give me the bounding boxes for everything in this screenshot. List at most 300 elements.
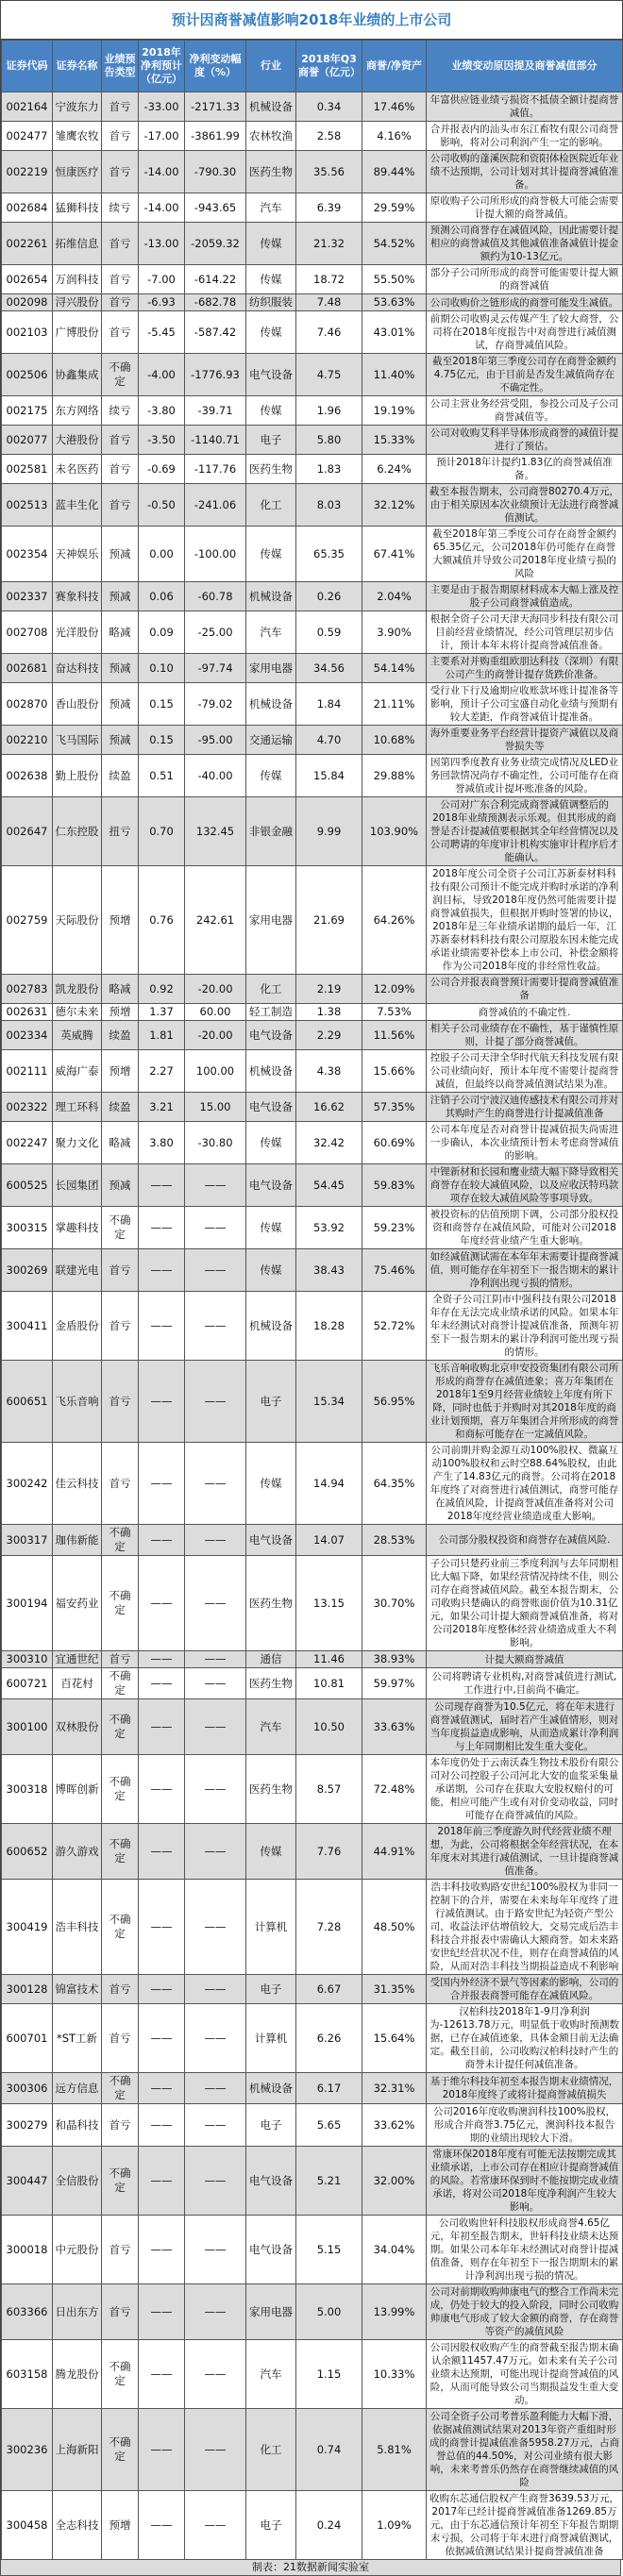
security-code-cell: 300315 xyxy=(2,1207,53,1249)
q3-goodwill-cell: 0.26 xyxy=(296,582,362,611)
goodwill-reason-cell: 2018年前三季度游久时代经营业绩不理想，为此，公司将根据全年经营状况，在本年度末对其进行减值测试，一旦计提商誉减值准备。 xyxy=(427,1824,623,1880)
security-name-cell: 远方信息 xyxy=(53,2073,102,2104)
q3-goodwill-cell: 7.76 xyxy=(296,1824,362,1880)
goodwill-to-equity-cell: 54.14% xyxy=(362,654,427,683)
security-name-cell: 浔兴股份 xyxy=(53,294,102,311)
goodwill-reason-cell: 公司本年度是否对商誉计提减值损失尚需进一步确认，本次业绩预计暂未考虑商誉减值的影响。 xyxy=(427,1122,623,1164)
profit-change-pct-cell: —— xyxy=(185,2491,246,2560)
profit-change-pct-cell: -2171.33 xyxy=(185,92,246,122)
goodwill-reason-cell: 截至本报告期末，公司商誉80270.4万元，由于相关原因本次业绩预计无法进行商誉减值测试。 xyxy=(427,484,623,527)
goodwill-reason-cell: 公司2016年度收购澳润科技100%股权，形成合并商誉3.75亿元，澳润科技本报告期的业绩出现较大下滑。 xyxy=(427,2104,623,2147)
goodwill-to-equity-cell: 7.53% xyxy=(362,1004,427,1021)
profit-change-pct-cell: —— xyxy=(185,1556,246,1651)
security-name-cell: 飞马国际 xyxy=(53,726,102,755)
security-name-cell: 上海新阳 xyxy=(53,2409,102,2491)
q3-goodwill-cell: 4.38 xyxy=(296,1050,362,1093)
net-profit-forecast-cell: —— xyxy=(139,2073,185,2104)
industry-cell: 机械设备 xyxy=(246,2073,296,2104)
q3-goodwill-cell: 15.34 xyxy=(296,1361,362,1443)
goodwill-reason-cell: 因第四季度教育业务业绩完成情况及LED业务回款情况尚存不确定性，公司可能存在商誉减值或计提坏账准备的风险。 xyxy=(427,755,623,797)
industry-cell: 电气设备 xyxy=(246,1164,296,1207)
goodwill-reason-cell: 全资子公司江阴市中强科技有限公司2018年存在无法完成业绩承诺的风险。如果本年年末经测试对商誉计提减值准备，预测年初至下一报告期末的累计净利润可能出现亏损的情形。 xyxy=(427,1292,623,1361)
goodwill-reason-cell: 公司部分股权投资和商誉存在减值风险. xyxy=(427,1525,623,1556)
forecast-type-cell: 不确定 xyxy=(102,2409,139,2491)
profit-change-pct-cell: —— xyxy=(185,2216,246,2284)
profit-change-pct-cell: —— xyxy=(185,1880,246,1975)
q3-goodwill-cell: 7.28 xyxy=(296,1880,362,1975)
header-line: 业绩变动原因提及商誉减值部分 xyxy=(451,59,598,72)
profit-change-pct-cell: -30.80 xyxy=(185,1122,246,1164)
goodwill-reason-cell: 年富供应链业绩亏损资不抵债全额计提商誉减值。 xyxy=(427,92,623,122)
goodwill-reason-cell: 公司对收购艾科半导体形成商誉的减值计提进行了预估。 xyxy=(427,426,623,455)
profit-change-pct-cell: —— xyxy=(185,2073,246,2104)
goodwill-reason-cell: 受国内外经济不景气等因素的影响，公司的合并报表商誉可能存在减值风险。 xyxy=(427,1975,623,2004)
header-q3-goodwill xyxy=(296,41,362,92)
q3-goodwill-cell: 1.84 xyxy=(296,683,362,726)
security-code-cell: 600652 xyxy=(2,1824,53,1880)
goodwill-to-equity-cell: 59.83% xyxy=(362,1164,427,1207)
net-profit-forecast-cell: 3.80 xyxy=(139,1122,185,1164)
q3-goodwill-cell: 5.00 xyxy=(296,2284,362,2340)
goodwill-to-equity-cell: 56.95% xyxy=(362,1361,427,1443)
forecast-type-cell: 预增 xyxy=(102,2491,139,2560)
q3-goodwill-cell: 5.15 xyxy=(296,2216,362,2284)
goodwill-to-equity-cell: 59.97% xyxy=(362,1668,427,1699)
table-body xyxy=(2,92,623,2560)
industry-cell: 电子 xyxy=(246,2104,296,2147)
table-row xyxy=(2,797,623,866)
profit-change-pct-cell: -614.22 xyxy=(185,265,246,294)
goodwill-reason-cell: 受行业下行及逾期应收账款坏账计提准备等影响，预计子公司宝盛自动化业绩与预期有较大差距，作商誉减值计提准备。 xyxy=(427,683,623,726)
goodwill-to-equity-cell: 64.26% xyxy=(362,866,427,975)
forecast-type-cell: 不确定 xyxy=(102,2147,139,2216)
table-row xyxy=(2,2409,623,2491)
security-name-cell: 博晖创新 xyxy=(53,1755,102,1824)
table-row xyxy=(2,1556,623,1651)
security-code-cell: 002638 xyxy=(2,755,53,797)
header-security-code xyxy=(2,41,53,92)
forecast-type-cell: 不确定 xyxy=(102,1207,139,1249)
net-profit-forecast-cell: —— xyxy=(139,1824,185,1880)
forecast-type-cell: 预增 xyxy=(102,866,139,975)
header-line: 商誉（亿元） xyxy=(298,66,361,78)
net-profit-forecast-cell: —— xyxy=(139,1361,185,1443)
security-name-cell: 理工环科 xyxy=(53,1093,102,1122)
forecast-type-cell: 首亏 xyxy=(102,1249,139,1292)
goodwill-to-equity-cell: 5.81% xyxy=(362,2409,427,2491)
goodwill-to-equity-cell: 32.00% xyxy=(362,2147,427,2216)
forecast-type-cell: 续亏 xyxy=(102,193,139,223)
table-row xyxy=(2,1361,623,1443)
profit-change-pct-cell: —— xyxy=(185,1249,246,1292)
net-profit-forecast-cell: —— xyxy=(139,2284,185,2340)
table-row xyxy=(2,1755,623,1824)
security-code-cell: 600651 xyxy=(2,1361,53,1443)
goodwill-reason-cell: 注销子公司宁波汉迪传感技术有限公司并对其购时产生的商誉进行计提减值准备 xyxy=(427,1093,623,1122)
security-name-cell: 福安药业 xyxy=(53,1556,102,1651)
goodwill-reason-cell: 根据全资子公司天津天海同步科技有限公司目前经营业绩情况，经公司管理层初步估计，预计本年末将计提商誉减值准备。 xyxy=(427,611,623,654)
profit-change-pct-cell: —— xyxy=(185,1651,246,1668)
security-code-cell: 002334 xyxy=(2,1021,53,1050)
security-code-cell: 002581 xyxy=(2,455,53,484)
goodwill-to-equity-cell: 34.04% xyxy=(362,2216,427,2284)
goodwill-to-equity-cell: 15.66% xyxy=(362,1050,427,1093)
forecast-type-cell: 首亏 xyxy=(102,151,139,193)
header-line: 证券代码 xyxy=(6,59,48,72)
goodwill-reason-cell: 公司前期并购金源互动100%股权、微赢互动100%股权和云时空88.64%股权，由此产生了14.83亿元的商誉。公司将在2018年度终了对商誉进行减值测试，商誉可能存在减值风险，计提商誉减值准备将对公司2018年度经营业绩造成重大影响。 xyxy=(427,1443,623,1525)
industry-cell: 电气设备 xyxy=(246,2216,296,2284)
forecast-type-cell: 不确定 xyxy=(102,354,139,396)
goodwill-reason-cell: 公司全资子公司考普乐盈利能力大幅下滑，依据减值测试结果对2013年资产重组时形成的商誉计提减值准备5958.27万元，占商誉总值的44.50%，对公司业绩有很大影响，未来考普乐仍然存在商誉继续减值的风险 xyxy=(427,2409,623,2491)
net-profit-forecast-cell: —— xyxy=(139,1249,185,1292)
security-code-cell: 002681 xyxy=(2,654,53,683)
goodwill-to-equity-cell: 38.93% xyxy=(362,1651,427,1668)
forecast-type-cell: 首亏 xyxy=(102,223,139,265)
industry-cell: 传媒 xyxy=(246,1122,296,1164)
profit-change-pct-cell: -241.06 xyxy=(185,484,246,527)
header-security-name xyxy=(53,41,102,92)
forecast-type-cell: 续盈 xyxy=(102,755,139,797)
security-name-cell: 百花村 xyxy=(53,1668,102,1699)
security-name-cell: 凯龙股份 xyxy=(53,975,102,1004)
q3-goodwill-cell: 8.57 xyxy=(296,1755,362,1824)
forecast-type-cell: 首亏 xyxy=(102,122,139,151)
industry-cell: 传媒 xyxy=(246,311,296,354)
goodwill-to-equity-cell: 89.44% xyxy=(362,151,427,193)
profit-change-pct-cell: —— xyxy=(185,1525,246,1556)
q3-goodwill-cell: 65.35 xyxy=(296,527,362,582)
goodwill-reason-cell: 预计2018年计提约1.83亿的商誉减值准备。 xyxy=(427,455,623,484)
q3-goodwill-cell: 1.38 xyxy=(296,1004,362,1021)
goodwill-reason-cell: 主要是由于报告期原材料成本大幅上涨及控股子公司商誉减值造成。 xyxy=(427,582,623,611)
table-row xyxy=(2,426,623,455)
net-profit-forecast-cell: 2.27 xyxy=(139,1050,185,1093)
security-code-cell: 002513 xyxy=(2,484,53,527)
goodwill-to-equity-cell: 32.31% xyxy=(362,2073,427,2104)
industry-cell: 医药生物 xyxy=(246,455,296,484)
header-line: 行业 xyxy=(261,59,281,72)
forecast-type-cell: 预减 xyxy=(102,683,139,726)
table-row xyxy=(2,1699,623,1755)
net-profit-forecast-cell: —— xyxy=(139,2409,185,2491)
table-row xyxy=(2,1443,623,1525)
goodwill-to-equity-cell: 60.69% xyxy=(362,1122,427,1164)
net-profit-forecast-cell: —— xyxy=(139,1556,185,1651)
forecast-type-cell: 首亏 xyxy=(102,2104,139,2147)
forecast-type-cell: 首亏 xyxy=(102,311,139,354)
security-code-cell: 300194 xyxy=(2,1556,53,1651)
industry-cell: 化工 xyxy=(246,2409,296,2491)
profit-change-pct-cell: —— xyxy=(185,1443,246,1525)
profit-change-pct-cell: —— xyxy=(185,1292,246,1361)
security-code-cell: 300318 xyxy=(2,1755,53,1824)
security-code-cell: 002103 xyxy=(2,311,53,354)
table-row xyxy=(2,396,623,426)
net-profit-forecast-cell: 0.51 xyxy=(139,755,185,797)
q3-goodwill-cell: 38.43 xyxy=(296,1249,362,1292)
profit-change-pct-cell: —— xyxy=(185,2147,246,2216)
security-name-cell: 勤上股份 xyxy=(53,755,102,797)
table-row xyxy=(2,1021,623,1050)
profit-change-pct-cell: 132.45 xyxy=(185,797,246,866)
industry-cell: 计算机 xyxy=(246,1880,296,1975)
security-name-cell: 仁东控股 xyxy=(53,797,102,866)
profit-change-pct-cell: -40.00 xyxy=(185,755,246,797)
goodwill-reason-cell: 公司对前期收购帅康电气的整合工作尚未完成，仍处于较大的投入阶段，同时公司收购帅康电气形成了较大金额的商誉，存在商誉等资产的减值风险 xyxy=(427,2284,623,2340)
goodwill-to-equity-cell: 13.99% xyxy=(362,2284,427,2340)
goodwill-reason-cell: 海外重要业务平台经营计提资产减值以及商誉损失等 xyxy=(427,726,623,755)
industry-cell: 传媒 xyxy=(246,755,296,797)
security-name-cell: 奋达科技 xyxy=(53,654,102,683)
security-code-cell: 603366 xyxy=(2,2284,53,2340)
profit-change-pct-cell: -79.02 xyxy=(185,683,246,726)
industry-cell: 汽车 xyxy=(246,193,296,223)
goodwill-reason-cell: 如经减值测试需在本年年末需要计提商誉减值，则可能存在年初至下一报告期末的累计净利润出现亏损的情形。 xyxy=(427,1249,623,1292)
security-name-cell: 金盾股份 xyxy=(53,1292,102,1361)
security-name-cell: 光洋股份 xyxy=(53,611,102,654)
header-goodwill-ratio xyxy=(362,41,427,92)
profit-change-pct-cell: —— xyxy=(185,2284,246,2340)
profit-change-pct-cell: -60.78 xyxy=(185,582,246,611)
net-profit-forecast-cell: 0.92 xyxy=(139,975,185,1004)
net-profit-forecast-cell: 0.76 xyxy=(139,866,185,975)
forecast-type-cell: 首亏 xyxy=(102,294,139,311)
security-name-cell: 赛象科技 xyxy=(53,582,102,611)
security-code-cell: 002631 xyxy=(2,1004,53,1021)
industry-cell: 传媒 xyxy=(246,527,296,582)
security-name-cell: 天际股份 xyxy=(53,866,102,975)
table-footer-credit: 制表：21数据新闻实验室 xyxy=(0,2560,621,2576)
profit-change-pct-cell: -20.00 xyxy=(185,1021,246,1050)
security-code-cell: 300236 xyxy=(2,2409,53,2491)
security-code-cell: 002647 xyxy=(2,797,53,866)
goodwill-reason-cell: 公司因股权收购产生的商誉截至报告期末确认余额11457.47万元。如未来有关子公司业绩未达预期，可能出现计提商誉减值的风险，从而可能导致公司当期损益发生重大变动。 xyxy=(427,2340,623,2409)
security-code-cell: 300317 xyxy=(2,1525,53,1556)
goodwill-reason-cell: 浩丰科技收购路安世纪100%股权为非同一控制下的合并，需要在未来每年年度终了进行减值测试。由于路安世纪为轻资产型公司，收益法评估增值较大，交易完成后浩丰科技合并报表中需确认大额商誉。如未来路安世纪经营状况不佳，则存在商誉减值的风险，从而对浩丰科技当期损益造成不利影响 xyxy=(427,1880,623,1975)
security-name-cell: 浩丰科技 xyxy=(53,1880,102,1975)
q3-goodwill-cell: 2.29 xyxy=(296,1021,362,1050)
q3-goodwill-cell: 16.62 xyxy=(296,1093,362,1122)
q3-goodwill-cell: 5.65 xyxy=(296,2104,362,2147)
security-name-cell: 聚力文化 xyxy=(53,1122,102,1164)
security-code-cell: 002783 xyxy=(2,975,53,1004)
net-profit-forecast-cell: —— xyxy=(139,2004,185,2073)
table-row xyxy=(2,92,623,122)
q3-goodwill-cell: 0.24 xyxy=(296,2491,362,2560)
goodwill-reason-cell: 预测公司商誉存在减值风险，因此需要计提相应的商誉减值及其他减值准备减值计提金额约为10-13亿元。 xyxy=(427,223,623,265)
security-code-cell: 002111 xyxy=(2,1050,53,1093)
net-profit-forecast-cell: -0.50 xyxy=(139,484,185,527)
goodwill-reason-cell: 部分子公司所形成的商誉可能需要计提大额的商誉减值 xyxy=(427,265,623,294)
header-reason xyxy=(427,41,623,92)
goodwill-to-equity-cell: 75.46% xyxy=(362,1249,427,1292)
profit-change-pct-cell: —— xyxy=(185,1699,246,1755)
security-name-cell: 恒康医疗 xyxy=(53,151,102,193)
profit-change-pct-cell: —— xyxy=(185,2409,246,2491)
table-row xyxy=(2,2491,623,2560)
security-code-cell: 002175 xyxy=(2,396,53,426)
forecast-type-cell: 续盈 xyxy=(102,1021,139,1050)
industry-cell: 机械设备 xyxy=(246,1050,296,1093)
forecast-type-cell: 不确定 xyxy=(102,1525,139,1556)
header-line: 2018年 xyxy=(142,46,181,59)
profit-change-pct-cell: -100.00 xyxy=(185,527,246,582)
profit-change-pct-cell: 15.00 xyxy=(185,1093,246,1122)
forecast-type-cell: 首亏 xyxy=(102,1975,139,2004)
goodwill-to-equity-cell: 19.19% xyxy=(362,396,427,426)
industry-cell: 医药生物 xyxy=(246,1668,296,1699)
goodwill-to-equity-cell: 72.48% xyxy=(362,1755,427,1824)
q3-goodwill-cell: 6.17 xyxy=(296,2073,362,2104)
q3-goodwill-cell: 10.50 xyxy=(296,1699,362,1755)
industry-cell: 传媒 xyxy=(246,1443,296,1525)
goodwill-reason-cell: 控股子公司天津全华时代航天科技发展有限公司业绩向好，预计本年度不需要计提商誉减值，但最终以商誉减值测试结果为准。 xyxy=(427,1050,623,1093)
security-code-cell: 300279 xyxy=(2,2104,53,2147)
forecast-type-cell: 预减 xyxy=(102,1164,139,1207)
security-code-cell: 002210 xyxy=(2,726,53,755)
goodwill-to-equity-cell: 43.01% xyxy=(362,311,427,354)
net-profit-forecast-cell: -4.00 xyxy=(139,354,185,396)
forecast-type-cell: 略减 xyxy=(102,975,139,1004)
header-net-profit-forecast xyxy=(139,41,185,92)
industry-cell: 电气设备 xyxy=(246,1093,296,1122)
header-line: （亿元） xyxy=(141,73,182,85)
goodwill-to-equity-cell: 6.24% xyxy=(362,455,427,484)
goodwill-to-equity-cell: 31.35% xyxy=(362,1975,427,2004)
net-profit-forecast-cell: -7.00 xyxy=(139,265,185,294)
goodwill-table xyxy=(1,40,623,2560)
industry-cell: 传媒 xyxy=(246,1824,296,1880)
table-row xyxy=(2,2216,623,2284)
industry-cell: 汽车 xyxy=(246,2340,296,2409)
header-profit-change xyxy=(185,41,246,92)
goodwill-to-equity-cell: 4.16% xyxy=(362,122,427,151)
profit-change-pct-cell: -95.00 xyxy=(185,726,246,755)
industry-cell: 交通运输 xyxy=(246,726,296,755)
table-row xyxy=(2,1880,623,1975)
industry-cell: 汽车 xyxy=(246,1699,296,1755)
security-name-cell: 宁波东力 xyxy=(53,92,102,122)
goodwill-reason-cell: 飞乐音响收购北京申安投资集团有限公司所形成的商誉存在减值迹象；喜万年集团在2018年1至9月经营业绩较上年度有所下降，同时也低于并购时对其2018年度的商业计划预期，喜万年集团合并所形成的商誉和商标可能存在一定减值风险。 xyxy=(427,1361,623,1443)
goodwill-to-equity-cell: 29.88% xyxy=(362,755,427,797)
security-code-cell: 600525 xyxy=(2,1164,53,1207)
forecast-type-cell: 预减 xyxy=(102,726,139,755)
q3-goodwill-cell: 21.69 xyxy=(296,866,362,975)
security-code-cell: 600721 xyxy=(2,1668,53,1699)
net-profit-forecast-cell: —— xyxy=(139,2491,185,2560)
goodwill-reason-cell: 汉柏科技2018年1-9月净利润为-12613.78万元，明显低于收购时预测数据，已存在减值迹象，具体金额目前无法确定。截至目前，公司收购汉柏科技时产生的商誉未计提任何减值准备。 xyxy=(427,2004,623,2073)
header-line: 告类型 xyxy=(104,66,136,78)
goodwill-reason-cell: 公司对广东合利完成商誉减值调整后的2018年业绩预测表示乐观。但其形成的商誉是否计提减值要根据其全年经营情况以及公司聘请的年度审计机构实施审计程序后才能确认。 xyxy=(427,797,623,866)
table-row xyxy=(2,654,623,683)
industry-cell: 电子 xyxy=(246,1975,296,2004)
profit-change-pct-cell: -1776.93 xyxy=(185,354,246,396)
q3-goodwill-cell: 7.46 xyxy=(296,311,362,354)
forecast-type-cell: 首亏 xyxy=(102,2216,139,2284)
forecast-type-cell: 预增 xyxy=(102,1004,139,1021)
table-row xyxy=(2,455,623,484)
goodwill-to-equity-cell: 10.33% xyxy=(362,2340,427,2409)
q3-goodwill-cell: 5.80 xyxy=(296,426,362,455)
goodwill-to-equity-cell: 2.04% xyxy=(362,582,427,611)
security-code-cell: 002354 xyxy=(2,527,53,582)
net-profit-forecast-cell: —— xyxy=(139,1207,185,1249)
industry-cell: 家用电器 xyxy=(246,2284,296,2340)
security-name-cell: 雏鹰农牧 xyxy=(53,122,102,151)
goodwill-reason-cell: 主要系对并购重组欧朋达科技（深圳）有限公司产生的商誉计提存货跌价准备。 xyxy=(427,654,623,683)
security-code-cell: 603158 xyxy=(2,2340,53,2409)
q3-goodwill-cell: 14.94 xyxy=(296,1443,362,1525)
net-profit-forecast-cell: —— xyxy=(139,1651,185,1668)
profit-change-pct-cell: 242.61 xyxy=(185,866,246,975)
industry-cell: 纺织服装 xyxy=(246,294,296,311)
goodwill-to-equity-cell: 11.56% xyxy=(362,1021,427,1050)
forecast-type-cell: 首亏 xyxy=(102,265,139,294)
table-row xyxy=(2,122,623,151)
q3-goodwill-cell: 6.39 xyxy=(296,193,362,223)
forecast-type-cell: 首亏 xyxy=(102,426,139,455)
net-profit-forecast-cell: —— xyxy=(139,2216,185,2284)
security-name-cell: 猛狮科技 xyxy=(53,193,102,223)
q3-goodwill-cell: 0.74 xyxy=(296,2409,362,2491)
forecast-type-cell: 不确定 xyxy=(102,1880,139,1975)
net-profit-forecast-cell: —— xyxy=(139,1164,185,1207)
security-code-cell: 002684 xyxy=(2,193,53,223)
header-line: 商誉/净资产 xyxy=(365,59,423,72)
forecast-type-cell: 首亏 xyxy=(102,1651,139,1668)
security-name-cell: 全志科技 xyxy=(53,2491,102,2560)
table-header-row xyxy=(2,41,623,92)
security-code-cell: 300242 xyxy=(2,1443,53,1525)
net-profit-forecast-cell: —— xyxy=(139,2147,185,2216)
goodwill-to-equity-cell: 33.62% xyxy=(362,2104,427,2147)
industry-cell: 机械设备 xyxy=(246,683,296,726)
security-code-cell: 002219 xyxy=(2,151,53,193)
security-code-cell: 300128 xyxy=(2,1975,53,2004)
table-row xyxy=(2,223,623,265)
industry-cell: 化工 xyxy=(246,975,296,1004)
q3-goodwill-cell: 0.59 xyxy=(296,611,362,654)
goodwill-to-equity-cell: 28.53% xyxy=(362,1525,427,1556)
industry-cell: 传媒 xyxy=(246,396,296,426)
table-row xyxy=(2,1207,623,1249)
forecast-type-cell: 首亏 xyxy=(102,1292,139,1361)
security-code-cell: 002654 xyxy=(2,265,53,294)
net-profit-forecast-cell: 0.15 xyxy=(139,683,185,726)
profit-change-pct-cell: —— xyxy=(185,1668,246,1699)
forecast-type-cell: 扭亏 xyxy=(102,797,139,866)
goodwill-reason-cell: 本年度仍处于云南沃森生物技术股份有限公司对公司控股子公司河北大安的血浆采集量承诺期，公司存在获取大安股权赔付的可能，相应可能产生或有对价变动收益，同时可能存在商誉减值的风险。 xyxy=(427,1755,623,1824)
table-row xyxy=(2,1249,623,1292)
security-name-cell: 全信股份 xyxy=(53,2147,102,2216)
goodwill-to-equity-cell: 48.50% xyxy=(362,1880,427,1975)
table-row xyxy=(2,1975,623,2004)
goodwill-to-equity-cell: 57.35% xyxy=(362,1093,427,1122)
security-code-cell: 300018 xyxy=(2,2216,53,2284)
goodwill-to-equity-cell: 15.64% xyxy=(362,2004,427,2073)
industry-cell: 机械设备 xyxy=(246,92,296,122)
industry-cell: 传媒 xyxy=(246,265,296,294)
goodwill-reason-cell: 基于维尔科技年初至本报告期末业绩情况，2018年度终了或将计提商誉减值损失 xyxy=(427,2073,623,2104)
profit-change-pct-cell: -587.42 xyxy=(185,311,246,354)
goodwill-reason-cell: 公司收购世轩科技股权形成商誉4.65亿元，年初至报告期末，世轩科技业绩未达预期。如果公司本年年末经测试对商誉计提减值准备，则存在年初至下一报告期期末的累计净利润出现亏损的情况。 xyxy=(427,2216,623,2284)
goodwill-reason-cell: 被投资标的估值预期下调，公司部分股权投资和商誉存在减值风险，可能对公司2018年度经营业绩产生重大影响。 xyxy=(427,1207,623,1249)
industry-cell: 电气设备 xyxy=(246,1021,296,1050)
q3-goodwill-cell: 13.15 xyxy=(296,1556,362,1651)
goodwill-reason-cell: 中锂新材和长园和鹰业绩大幅下降导致相关商誉存在较大减值风险，以及应收沃特玛款项存在较大减值风险等事项导致。 xyxy=(427,1164,623,1207)
q3-goodwill-cell: 4.75 xyxy=(296,354,362,396)
security-code-cell: 002337 xyxy=(2,582,53,611)
